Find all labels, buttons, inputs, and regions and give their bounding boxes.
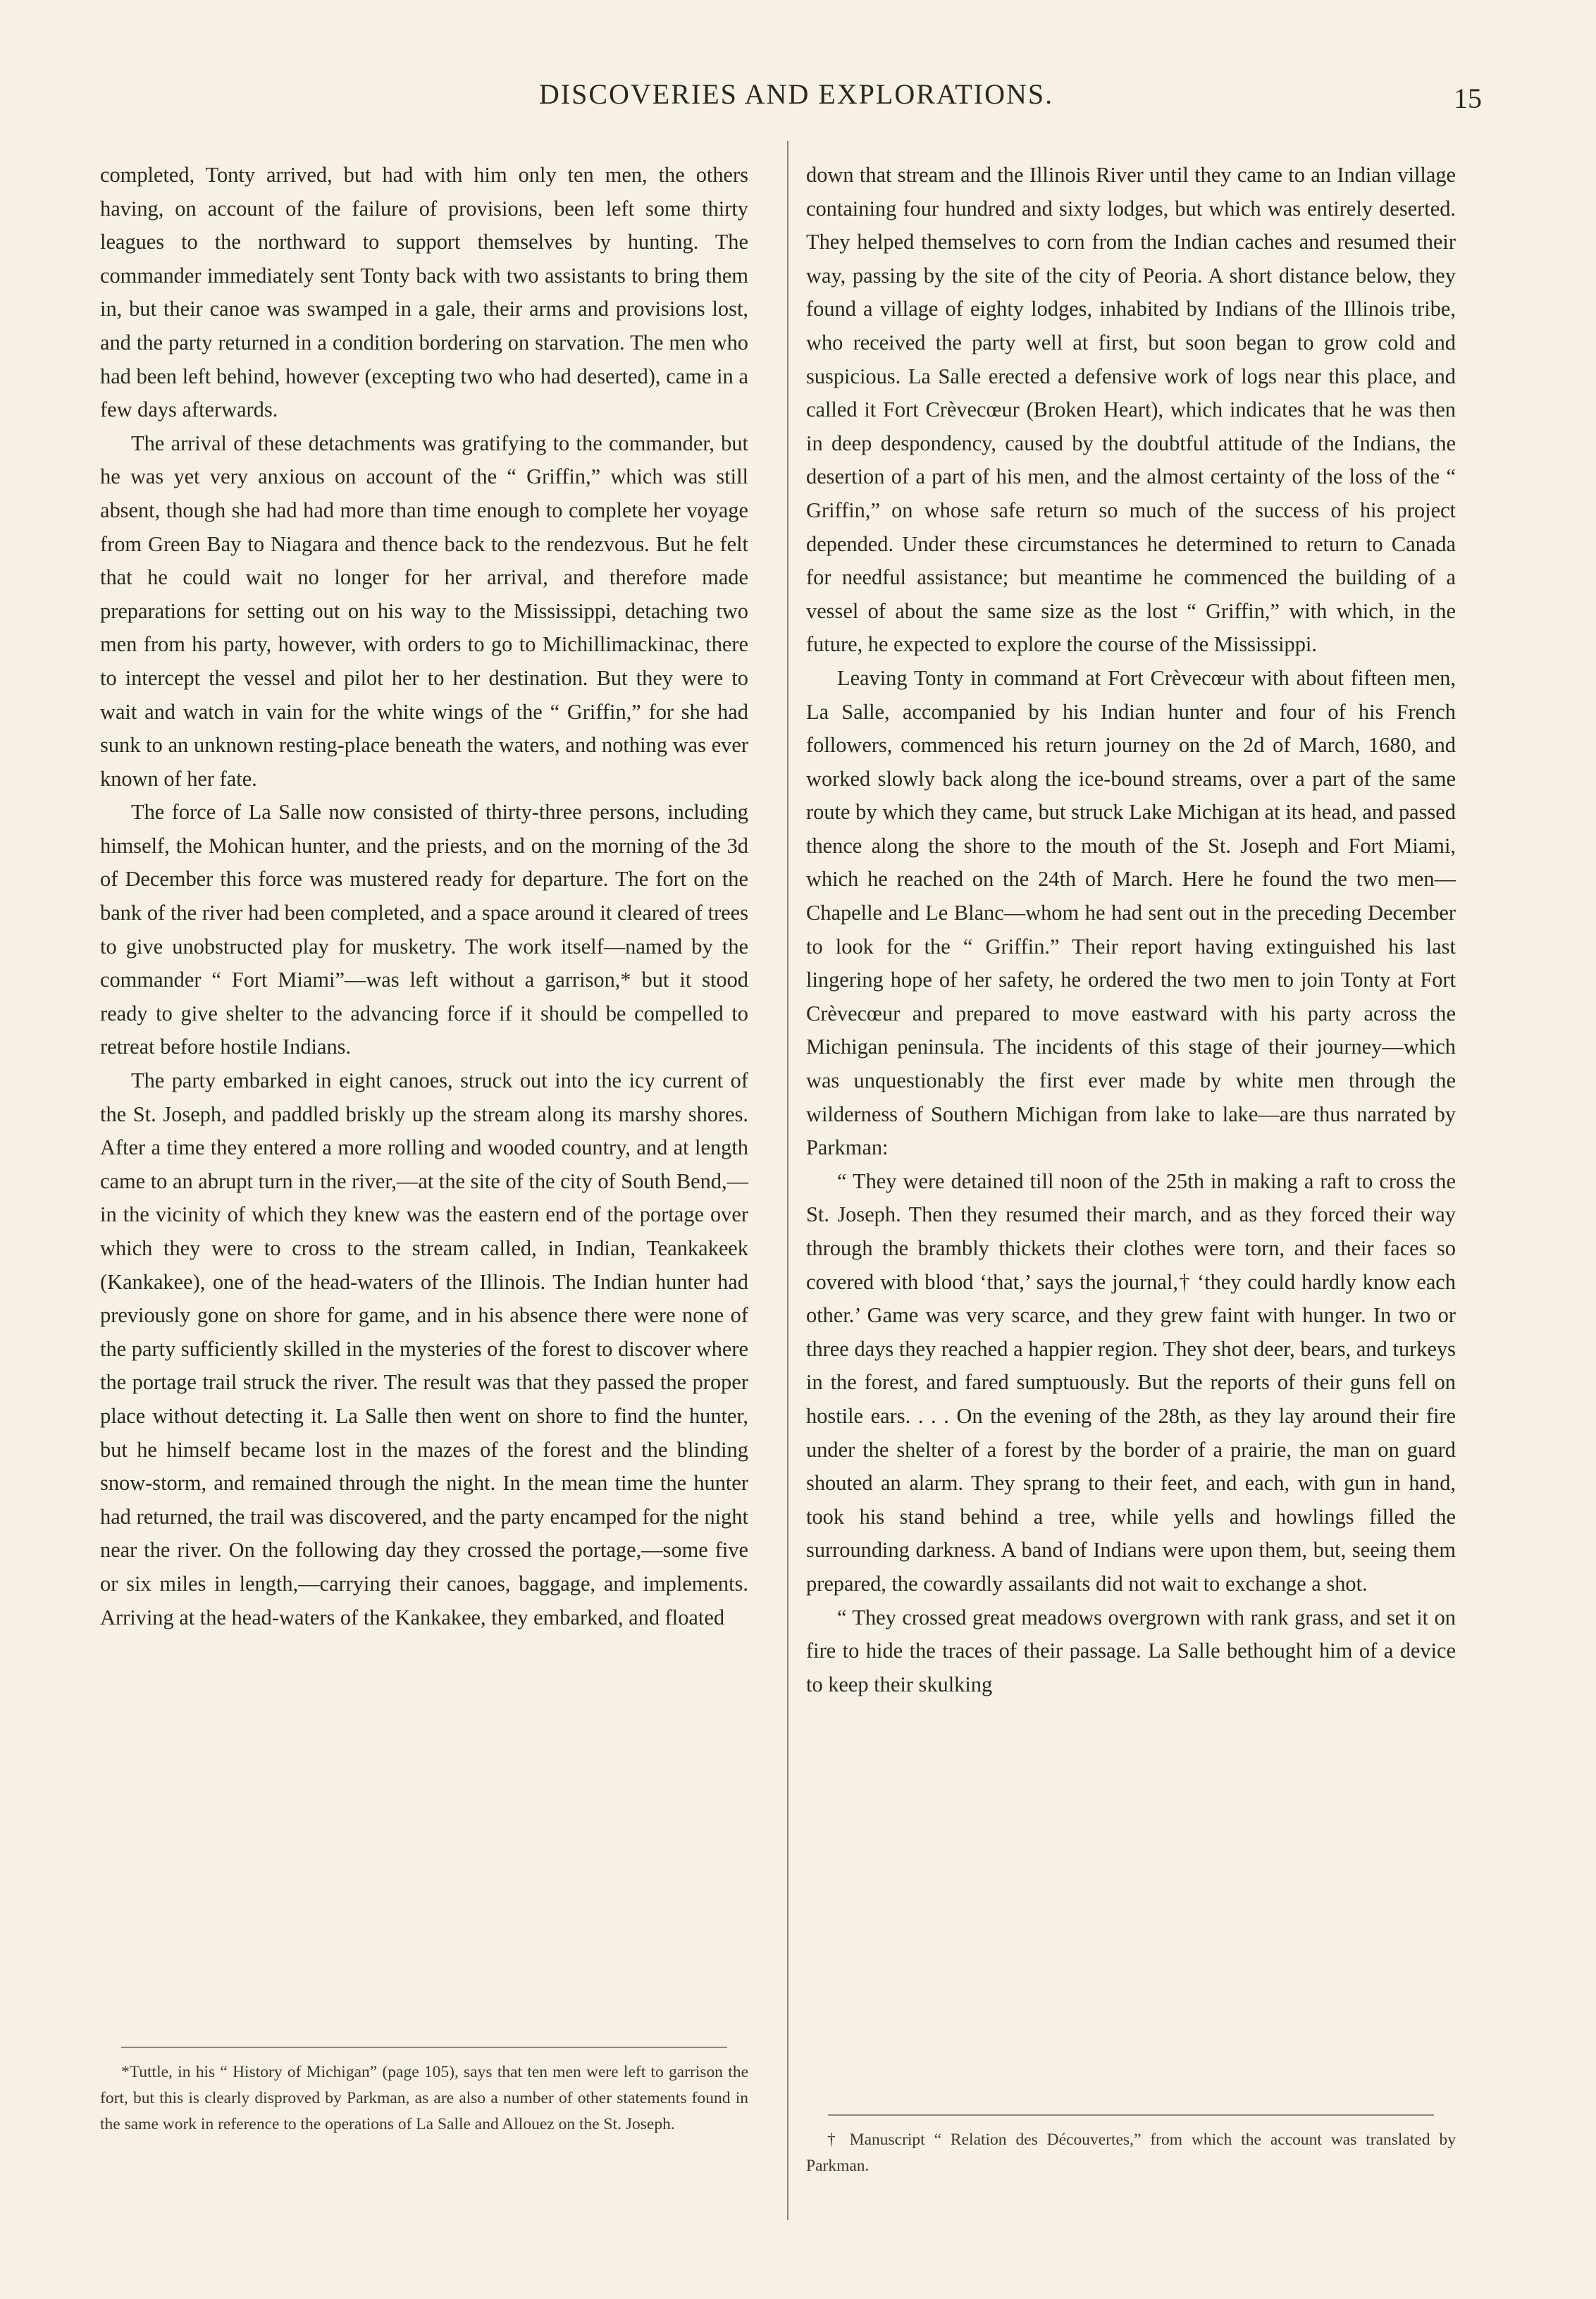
footnote: *Tuttle, in his “ History of Michigan” (page 105), says that ten men were left to garrison the fort, but this is clearly disproved by Parkman, as are also a number of other statements found in the same work in reference to the operations of La Salle and Allouez on the St. Joseph. [100,2063,748,2133]
paragraph: completed, Tonty arrived, but had with him only ten men, the others having, on account of the failure of provisions, been left some thirty leagues to the northward to support themselves by hunting. The commander immediately sent Tonty back with two assistants to bring them in, but their canoe was swamped in a gale, their arms and provisions lost, and the party returned in a condition bordering on starvation. The men who had been left behind, however (excepting two who had deserted), came in a few days afterwards. [100,163,748,422]
right-column-text [806,159,1456,1701]
left-column-text [100,159,748,1634]
footnote: † Manuscript “ Relation des Découvertes,” from which the account was translated by Parkman. [806,2131,1456,2175]
footnote-divider [828,2114,1434,2116]
footnote-divider [121,2047,727,2048]
paragraph: The party embarked in eight canoes, struck out into the icy current of the St. Joseph, and paddled briskly up the stream along its marshy shores. After a time they entered a more rolling and wooded country, and at length came to an abrupt turn in the river,—at the site of the city of South Bend,—in the vicinity of which they knew was the eastern end of the portage over which they were to cross to the stream called, in Indian, Teankakeek (Kankakee), one of the head-waters of the Illinois. The Indian hunter had previously gone on shore for game, and in his absence there were none of the party sufficiently skilled in the mysteries of the forest to discover where the portage trail struck the river. The result was that they passed the proper place without detecting it. La Salle then went on shore to find the hunter, but he himself became lost in the mazes of the forest and the blinding snow-storm, and remained through the night. In the mean time the hunter had returned, the trail was discovered, and the party encamped for the night near the river. On the following day they crossed the portage,—some five or six miles in length,—carrying their canoes, baggage, and implements. Arriving at the head-waters of the Kankakee, they embarked, and floated [100,1068,748,1629]
column-divider [787,141,788,2220]
paragraph: Leaving Tonty in command at Fort Crèvecœur with about fifteen men, La Salle, accompanied by his Indian hunter and four of his French followers, commenced his return journey on the 2d of March, 1680, and worked slowly back along the ice-bound streams, over a part of the same route by which they came, but struck Lake Michigan at its head, and passed thence along the shore to the mouth of the St. Joseph and Fort Miami, which he reached on the 24th of March. Here he found the two men—Chapelle and Le Blanc—whom he had sent out in the preceding December to look for the “ Griffin.” Their report having extinguished his last lingering hope of her safety, he ordered the two men to join Tonty at Fort Crèvecœur and prepared to move eastward with his party across the Michigan peninsula. The incidents of this stage of their journey—which was unquestionably the first ever made by white men through the wilderness of Southern Michigan from lake to lake—are thus narrated by Parkman: [806,665,1456,1160]
running-title: DISCOVERIES AND EXPLORATIONS. [538,78,1054,110]
page-header [0,78,1596,134]
paragraph: “ They crossed great meadows overgrown with rank grass, and set it on fire to hide the traces of their passage. La Salle bethought him of a device to keep their skulking [806,1605,1456,1696]
paragraph: down that stream and the Illinois River until they came to an Indian village containing four hundred and sixty lodges, but which was entirely deserted. They helped themselves to corn from the Indian caches and resumed their way, passing by the site of the city of Peoria. A short distance below, they found a village of eighty lodges, inhabited by Indians of the Illinois tribe, who received the party well at first, but soon began to grow cold and suspicious. La Salle erected a defensive work of logs near this place, and called it Fort Crèvecœur (Broken Heart), which indicates that he was then in deep despondency, caused by the doubtful attitude of the Indians, the desertion of a part of his men, and the almost certainty of the loss of the “ Griffin,” on whose safe return so much of the success of his project depended. Under these circumstances he determined to return to Canada for needful assistance; but meantime he commenced the building of a vessel of about the same size as the lost “ Griffin,” with which, in the future, he expected to explore the course of the Mississippi. [806,163,1456,657]
paragraph: The force of La Salle now consisted of thirty-three persons, including himself, the Mohican hunter, and the priests, and on the morning of the 3d of December this force was mustered ready for departure. The fort on the bank of the river had been completed, and a space around it cleared of trees to give unobstructed play for musketry. The work itself—named by the commander “ Fort Miami”—was left without a garrison,* but it stood ready to give shelter to the advancing force if it should be compelled to retreat before hostile Indians. [100,800,748,1059]
left-footnotes [100,2033,748,2138]
paragraph: “ They were detained till noon of the 25th in making a raft to cross the St. Joseph. Then they resumed their march, and as they forced their way through the brambly thickets their clothes were torn, and their faces so covered with blood ‘that,’ says the journal,† ‘they could hardly know each other.’ Game was very scarce, and they grew faint with hunger. In two or three days they reached a happier region. They shot deer, bears, and turkeys in the forest, and fared sumptuously. But the reports of their guns fell on hostile ears. . . . On the evening of the 28th, as they lay around their fire under the shelter of a forest by the border of a prairie, the man on guard shouted an alarm. They sprang to their feet, and each, with gun in hand, took his stand behind a tree, while yells and howlings filled the surrounding darkness. A band of Indians were upon them, but, seeing them prepared, the cowardly assailants did not wait to exchange a shot. [806,1169,1456,1596]
paragraph: The arrival of these detachments was gratifying to the commander, but he was yet very anxious on account of the “ Griffin,” which was still absent, though she had had more than time enough to complete her voyage from Green Bay to Niagara and thence back to the rendezvous. But he felt that he could wait no longer for her arrival, and therefore made preparations for setting out on his way to the Mississippi, detaching two men from his party, however, with orders to go to Michillimackinac, there to intercept the vessel and pilot her to her destination. But they were to wait and watch in vain for the white wings of the “ Griffin,” for she had sunk to an unknown resting-place beneath the waters, and nothing was ever known of her fate. [100,431,748,791]
page-number: 15 [1454,82,1482,114]
right-footnotes [806,2100,1456,2179]
